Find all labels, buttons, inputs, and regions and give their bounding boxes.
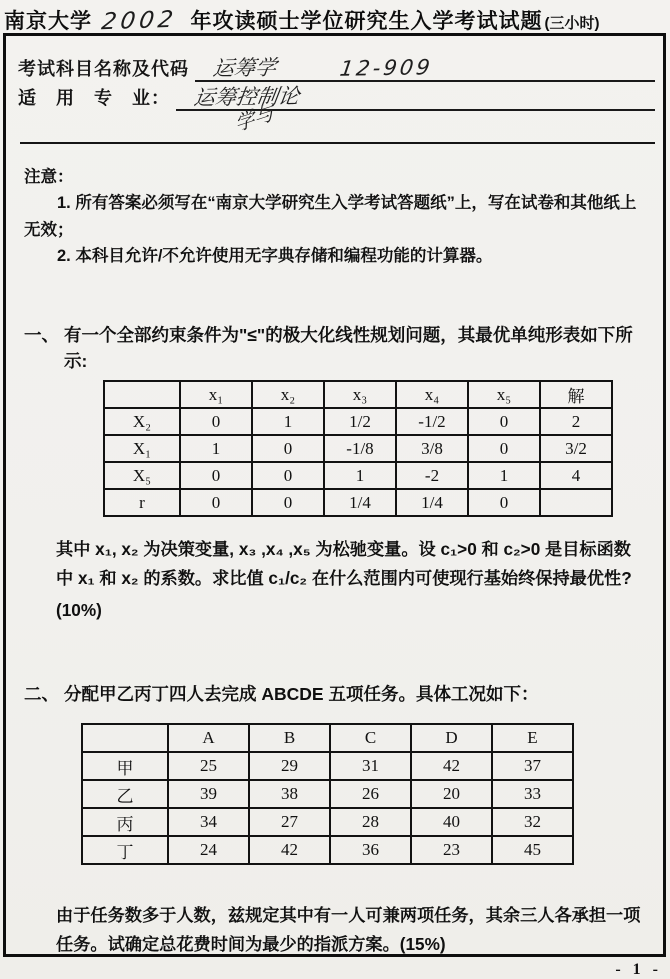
- cell: 1: [324, 462, 396, 489]
- cell: 1: [180, 435, 252, 462]
- cell: 0: [468, 435, 540, 462]
- table-header-row: [104, 381, 612, 408]
- exam-duration: (三小时): [544, 15, 600, 32]
- table-row: [104, 435, 612, 462]
- page-title: [4, 5, 668, 35]
- handwritten-major: 运筹控制论: [192, 84, 301, 110]
- major-label: 适 用 专 业：: [18, 88, 170, 108]
- table-row: [82, 780, 573, 808]
- cell: 42: [411, 752, 492, 780]
- header-cell: E: [492, 724, 573, 752]
- cell: 0: [180, 408, 252, 435]
- question-1-heading: [24, 322, 645, 375]
- cell: 31: [330, 752, 411, 780]
- question-2-body: [56, 901, 641, 959]
- question-1-text: 其中 x₁, x₂ 为决策变量, x₃ ,x₄ ,x₅ 为松驰变量。设 c₁>0 和 c₂>0 是目标函数中 x₁ 和 x₂ 的系数。求比值 c₁/c₂ 在什么范围内可使现行基始终保持最优性?: [56, 539, 632, 589]
- cell: 0: [180, 462, 252, 489]
- header-cell: x₂: [252, 381, 324, 408]
- cell: 0: [252, 462, 324, 489]
- table-row: [82, 752, 573, 780]
- cell: -1/8: [324, 435, 396, 462]
- cell: 1/4: [396, 489, 468, 516]
- table-row: [104, 462, 612, 489]
- question-2-intro: 分配甲乙丙丁四人去完成 ABCDE 五项任务。具体工况如下：: [64, 683, 539, 704]
- title-text: 年攻读硕士学位研究生入学考试试题: [190, 10, 543, 33]
- handwritten-year: 2002: [99, 6, 179, 36]
- cell: 2: [540, 408, 612, 435]
- content-border-box: [3, 33, 666, 957]
- header-cell: x₁: [180, 381, 252, 408]
- header-cell: [82, 724, 168, 752]
- header-cell: x₃: [324, 381, 396, 408]
- table-row: [82, 836, 573, 864]
- cell: 28: [330, 808, 411, 836]
- cell: [540, 489, 612, 516]
- cell: 0: [252, 489, 324, 516]
- table-row: [104, 489, 612, 516]
- cell: 4: [540, 462, 612, 489]
- subject-form: [6, 36, 663, 144]
- cell: 1/4: [324, 489, 396, 516]
- cell: 3/8: [396, 435, 468, 462]
- question-2-heading: [24, 681, 645, 707]
- header-cell: x₅: [468, 381, 540, 408]
- header-cell: C: [330, 724, 411, 752]
- notice-heading: 注意：: [24, 168, 74, 186]
- cell: 1: [468, 462, 540, 489]
- cell: -1/2: [396, 408, 468, 435]
- row-label: 乙: [82, 780, 168, 808]
- cell: 33: [492, 780, 573, 808]
- cell: 1/2: [324, 408, 396, 435]
- table-row: [82, 808, 573, 836]
- handwritten-subject: 运筹学: [211, 55, 278, 81]
- cell: 24: [168, 836, 249, 864]
- cell: 0: [252, 435, 324, 462]
- question-1-score: (10%): [56, 599, 102, 620]
- question-1-body: [56, 535, 641, 625]
- cell: 39: [168, 780, 249, 808]
- cell: 3/2: [540, 435, 612, 462]
- header-cell: D: [411, 724, 492, 752]
- cell: 29: [249, 752, 330, 780]
- cell: 45: [492, 836, 573, 864]
- handwritten-insertion: 学与: [233, 99, 276, 137]
- notice-item-2: 2. 本科目允许/不允许使用无字典存储和编程功能的计算器。: [57, 247, 493, 266]
- row-label: X₅: [104, 462, 180, 489]
- question-1-intro: 有一个全部约束条件为"≤"的极大化线性规划问题，其最优单纯形表如下所示:: [64, 324, 633, 371]
- cell: 38: [249, 780, 330, 808]
- major-row: [18, 82, 655, 111]
- handwritten-subject-code: 12-909: [338, 55, 435, 81]
- subject-row: [18, 46, 655, 82]
- cell: 0: [468, 408, 540, 435]
- cell: 20: [411, 780, 492, 808]
- row-label: 丁: [82, 836, 168, 864]
- cell: 37: [492, 752, 573, 780]
- cell: 26: [330, 780, 411, 808]
- notice-section: [24, 164, 645, 270]
- notice-item-1: 1. 所有答案必须写在“南京大学研究生入学考试答题纸”上，写在试卷和其他纸上无效；: [24, 194, 637, 239]
- header-cell: A: [168, 724, 249, 752]
- question-2-number: 二、: [24, 683, 59, 704]
- subject-label: 考试科目名称及代码: [18, 59, 189, 79]
- header-cell: [104, 381, 180, 408]
- row-label: r: [104, 489, 180, 516]
- header-cell: B: [249, 724, 330, 752]
- cell: 32: [492, 808, 573, 836]
- cell: 0: [468, 489, 540, 516]
- subject-underline: [195, 44, 655, 82]
- cell: 1: [252, 408, 324, 435]
- page-number: - 1 -: [615, 961, 662, 978]
- cell: 40: [411, 808, 492, 836]
- cell: 27: [249, 808, 330, 836]
- question-1-number: 一、: [24, 324, 59, 345]
- university-name: 南京大学: [4, 10, 92, 33]
- cell: -2: [396, 462, 468, 489]
- table-header-row: [82, 724, 573, 752]
- header-cell: 解: [540, 381, 612, 408]
- question-2-text: 由于任务数多于人数，兹规定其中有一人可兼两项任务，其余三人各承担一项任务。试确定总花费时间为最少的指派方案。: [56, 905, 641, 955]
- cell: 0: [180, 489, 252, 516]
- row-label: 甲: [82, 752, 168, 780]
- assignment-table: [81, 723, 574, 865]
- row-label: X₁: [104, 435, 180, 462]
- cell: 25: [168, 752, 249, 780]
- blank-underline: [20, 111, 655, 144]
- simplex-table: [103, 380, 613, 517]
- cell: 34: [168, 808, 249, 836]
- cell: 42: [249, 836, 330, 864]
- header-cell: x₄: [396, 381, 468, 408]
- row-label: 丙: [82, 808, 168, 836]
- row-label: X₂: [104, 408, 180, 435]
- question-2-score: (15%): [399, 934, 446, 955]
- table-row: [104, 408, 612, 435]
- cell: 36: [330, 836, 411, 864]
- cell: 23: [411, 836, 492, 864]
